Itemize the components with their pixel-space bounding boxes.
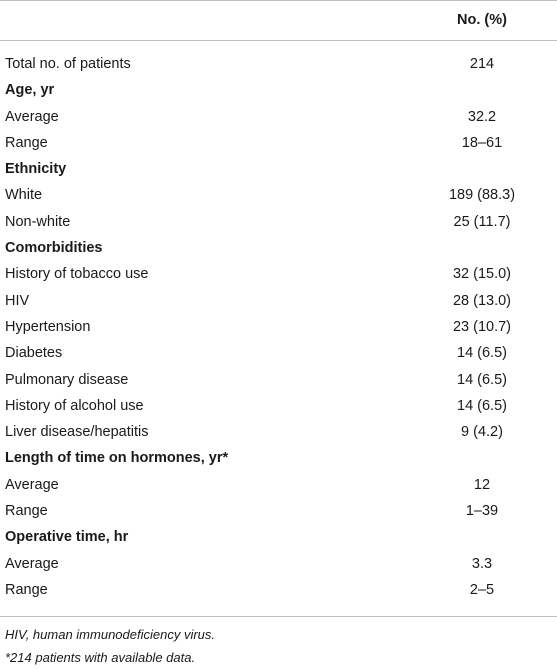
section-label: Operative time, hr [5, 529, 129, 546]
row-label: Range [5, 581, 48, 598]
table-row [0, 132, 557, 158]
table-row [0, 290, 557, 316]
row-label: Non-white [5, 213, 71, 230]
table-row [0, 106, 557, 132]
row-value: 28 (13.0) [452, 292, 512, 309]
section-header-row [0, 526, 557, 552]
table-row [0, 500, 557, 526]
row-value: 14 (6.5) [457, 345, 507, 362]
section-header-row [0, 447, 557, 473]
table-footnotes [5, 623, 215, 669]
table-top-rule [0, 0, 557, 1]
section-label: Length of time on hormones, yr* [5, 450, 229, 467]
table-row [0, 184, 557, 210]
table-row [0, 421, 557, 447]
row-value: 1–39 [465, 503, 499, 520]
table-row [0, 263, 557, 289]
section-header-row [0, 237, 557, 263]
row-value: 23 (10.7) [452, 318, 512, 335]
table-row [0, 474, 557, 500]
row-label: Pulmonary disease [5, 371, 129, 388]
footnote-hiv: HIV, human immunodeficiency virus. [5, 627, 216, 642]
row-label: HIV [5, 292, 30, 309]
header-rule [0, 40, 557, 41]
row-value: 18–61 [461, 134, 503, 151]
row-label: Range [5, 134, 48, 151]
table-row [0, 395, 557, 421]
row-value: 14 (6.5) [457, 371, 507, 388]
row-value: 32.2 [467, 108, 497, 125]
row-value: 12 [473, 476, 491, 493]
row-label: Hypertension [5, 318, 91, 335]
column-header-count: No. (%) [457, 12, 507, 28]
table-row [0, 579, 557, 605]
row-label: White [5, 187, 43, 204]
section-label: Ethnicity [5, 161, 67, 178]
row-label: Average [5, 476, 59, 493]
row-value: 189 (88.3) [448, 187, 516, 204]
row-value: 214 [469, 56, 495, 72]
row-value: 2–5 [469, 581, 495, 598]
table-body [0, 53, 557, 605]
row-label: Liver disease/hepatitis [5, 424, 149, 441]
row-label: Range [5, 503, 48, 520]
table-bottom-rule [0, 616, 557, 617]
row-label: History of alcohol use [5, 397, 144, 414]
row-label: Average [5, 108, 59, 125]
row-label: History of tobacco use [5, 266, 149, 283]
footnote-available-data: *214 patients with available data. [5, 650, 196, 665]
section-label: Age, yr [5, 82, 55, 99]
table-row [0, 553, 557, 579]
section-header-row [0, 79, 557, 105]
row-value: 14 (6.5) [457, 397, 507, 414]
row-value: 9 (4.2) [461, 424, 503, 441]
row-label: Total no. of patients [5, 56, 131, 72]
table-row [0, 53, 557, 79]
row-value: 3.3 [471, 555, 493, 572]
table-row [0, 316, 557, 342]
row-value: 32 (15.0) [452, 266, 512, 283]
section-header-row [0, 158, 557, 184]
section-label: Comorbidities [5, 240, 103, 257]
row-value: 25 (11.7) [453, 213, 511, 230]
table-row [0, 369, 557, 395]
table-row [0, 342, 557, 368]
table-row [0, 211, 557, 237]
row-label: Diabetes [5, 345, 63, 362]
row-label: Average [5, 555, 59, 572]
